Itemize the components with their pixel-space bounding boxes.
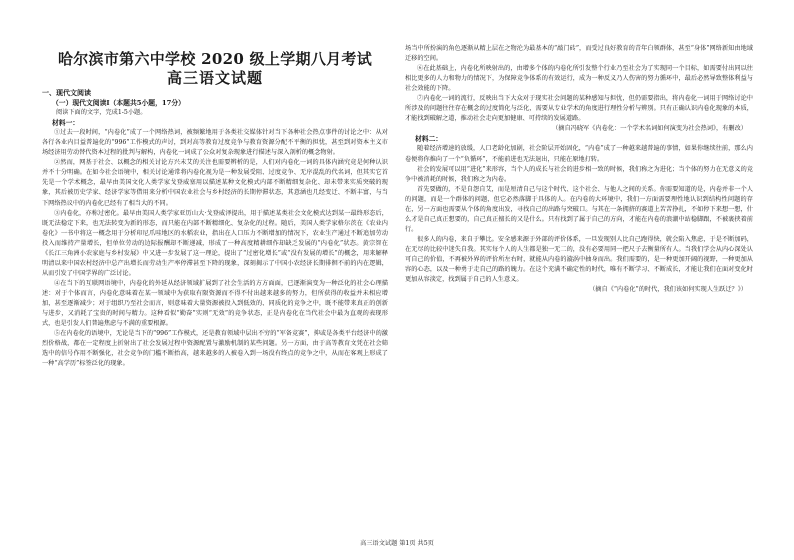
material2-label: 材料二： <box>415 135 443 144</box>
paragraph: 社会的发展可以用“进化”来形容，当个人的成长与社会的进步相一致的时候，我们称之为进化；当个体的努力在无意义的竞争中被消耗的时候，我们称之为内卷。 <box>405 165 753 183</box>
paragraph: ①过去一段时间，“内卷化”成了一个网络热词，被频繁地用于各类社交媒体针对当下各种社会热点事件的讨论之中：从对各行各业内目益普遍化的“996”工作模式的声讨，到对高等教育过度竞争与教育资源分配不平衡的担忧，甚至到对资本主义市场经济用劳动替代资本过程的批判与解构，内卷化一词成了公众对复杂现象进行描述与深入剖析的概念物射。 <box>42 129 388 157</box>
paragraph: ②然而，网基于社会、以概念的相关讨论方兴未艾的关注也需要辨析的是，人们对内卷化一词的具体内涵究竟是何种认识并不十分明确。在如今社会语境中，相关讨论通常将内卷化视为是一种发展受阻、过度竞争、无序混乱的代名词，但其实它首先是一个学术概念，最早由美国文化人类学家戈登威塞用以描述某种文化模式内部不断精细复杂化、却未带来实质突破的现象，其后被历史学家、经济学家等借用来分析中国农业社会与乡村经济的长期停滞状态，其意涵也几经变迁、不断丰富，与当下网络热议中的内卷化已经有了相当大的不同。 <box>42 159 388 207</box>
paragraph: ③内卷化，亦称过密化。最早由美国人类学家亚历山大·戈登威泽提出，用于描述某类社会文化模式达到某一最终形态后，既无法稳定下来，也无法转变为新的形态，而只能在内部不断精细化、复杂化的过程。随后，美国人类学家格尔茨在《农业内卷化》一书中将这一概念用于分析印尼爪哇地区的水稻农业，指出在人口压力不断增加的情况下，农业生产通过不断追加劳动投入而维持产量增长，但单位劳动的边际报酬却不断递减，形成了一种高度精耕细作却缺乏发展的“内卷化”状态。黄宗智在《长江三角洲小农家庭与乡村发展》中又进一步发展了这一理论，提出了“过密化增长”或“没有发展的增长”的概念，用来解释明清以来中国农村经济中总产出增长而劳动生产率停滞甚至下降的现象，深刻揭示了中国小农经济长期徘徊不前的内在逻辑，从而引发了中国学界的广泛讨论。 <box>42 209 388 277</box>
right-column <box>405 44 753 295</box>
citation: （摘自《“内卷化”的时代，我们该如何实现人生跃迁？》） <box>589 286 747 294</box>
material1-label: 材料一： <box>52 119 80 128</box>
paragraph: 场当中所扮演的角色逐渐从精上层在之物沦为最基本的“敲门砖”，而受过良好教育的青年白领群体，甚至“身体”网络新知由地域迁移的空间。 <box>405 45 753 63</box>
subsection-heading: （一）现代文阅读Ⅰ（本题共5小题，17分） <box>52 99 185 108</box>
instruction-text: 阅读下面的文字，完成1-5小题。 <box>56 109 147 117</box>
section-heading: 一、现代文阅读 <box>42 88 91 97</box>
paragraph: 首先要做的，不是自怨自艾，而是厘清自己与这个时代、这个社会、与他人之间的关系。你需要知道的是，内卷并非一个人的问题，而是一个群体的问题，但它必然落脚于具体的人。在内卷的大环境中，我们一方面需要理性地认识到结构性问题的存在，另一方面也需要从个体的角度出发，寻找自己的出路与突破口。与其在一条拥挤的赛道上苦苦挣扎，不如停下来想一想，什么才是自己真正想要的，自己真正擅长的又是什么。只有找到了属于自己的方向，才能在内卷的浪潮中站稳脚跟，不被裹挟着前行。 <box>405 185 753 233</box>
exam-title-line1: 哈尔滨市第六中学校 2020 级上学期八月考试 <box>57 50 373 68</box>
paragraph: 很多人的内卷，来自于攀比。安全感来源于外部的评价体系，一旦发现别人比自己跑得快，就会陷入焦虑，于是不断加码，在无尽的比较中迷失自我。其实每个人的人生都是独一无二的，没有必要用同一把尺子去衡量所有人。当我们学会从内心深处认可自己的价值，不再被外界的评价所左右时，就能从内卷的漩涡中抽身而出。我们需要的，是一种更加开阔的视野，一种更加从容的心态，以及一种勇于走自己的路的魄力。在这个充满不确定性的时代，唯有不断学习、不断成长，才能让我们在面对变化时更加从容淡定，找到属于自己的人生意义。 <box>405 235 753 284</box>
citation: （摘自冯晓军《内卷化：一个学术名词如何演变为社会热词》，有删改） <box>552 125 747 133</box>
paragraph: ⑦内卷化一词的流行，反映出当下大众对于现实社会问题的某种感知与担忧，但仍需要指出，将内卷化一词用于网络讨论中所涉及的问题往往存在概念的过度简化与泛化，需要从专业学术的角度进行理性分析与辨别。只有正确认识内卷化现象的本质，才能找到破解之道，推动社会走向更加健康、可持续的发展道路。 <box>405 95 753 123</box>
page-footer: 高三语文试题 第1页 共5页 <box>360 540 434 547</box>
paragraph: ⑤在内卷化的语境中，无论是当下的“996”工作模式，还是教育领域中层出不穷的“军备竞赛”，抑或是各类平台经济中的激烈价格战，都在一定程度上折射出了社会发展过程中资源配置与激励机制的某些问题。另一方面，由于高等教育文凭在社会筛选中的信号作用不断强化，社会竞争的门槛不断抬高，越来越多的人被卷入到一场没有终点的竞争之中，从而在客观上形成了一种“高学历”标签泛化的现象。 <box>42 330 388 368</box>
paragraph: ⑥在此基础上，内卷化所映射出的，由增多个体的内卷化所引发整个行业乃至社会为了实现同一个目标，如需要付出同以往相比更多的人力和物力的情况下，为保障竞争体系的有效运行，成为一种反义乃人伤害的努力循环中，最后必然导致整体利益与社会效能的下降。 <box>405 65 753 93</box>
paragraph: ④在当下的互联网语境中，内卷化的外延从经济领域扩展到了社会生活的方方面面，已逐渐演变为一种泛化的社会心理描述：对于个体而言，内卷化意味着在某一领域中为获取有限资源而不得不付出越来越多的努力，但所获得的收益并未相应增加，甚至逐渐减少；对于组织乃至社会而言，则意味着大量资源被投入到低效的、同质化的竞争之中，既不能带来真正的创新与进步，又消耗了宝贵的时间与精力。这种看似“勤奋”实则“无效”的竞争状态，正是内卷化在当代社会中最为直观的表现形式，也是引发人们普遍焦虑与不满的重要根源。 <box>42 279 388 328</box>
exam-title-line2: 高三语文试题 <box>166 69 263 87</box>
left-column <box>42 84 388 369</box>
paragraph: 随着经济增速的放缓，人口老龄化加剧，社会阶层开始固化，“内卷”成了一种越来越普遍的事情，如果你继续往前，那么内卷便将你推向了一个“负循环”，不能前进也无法退出，只能在原地打转。 <box>405 145 753 163</box>
